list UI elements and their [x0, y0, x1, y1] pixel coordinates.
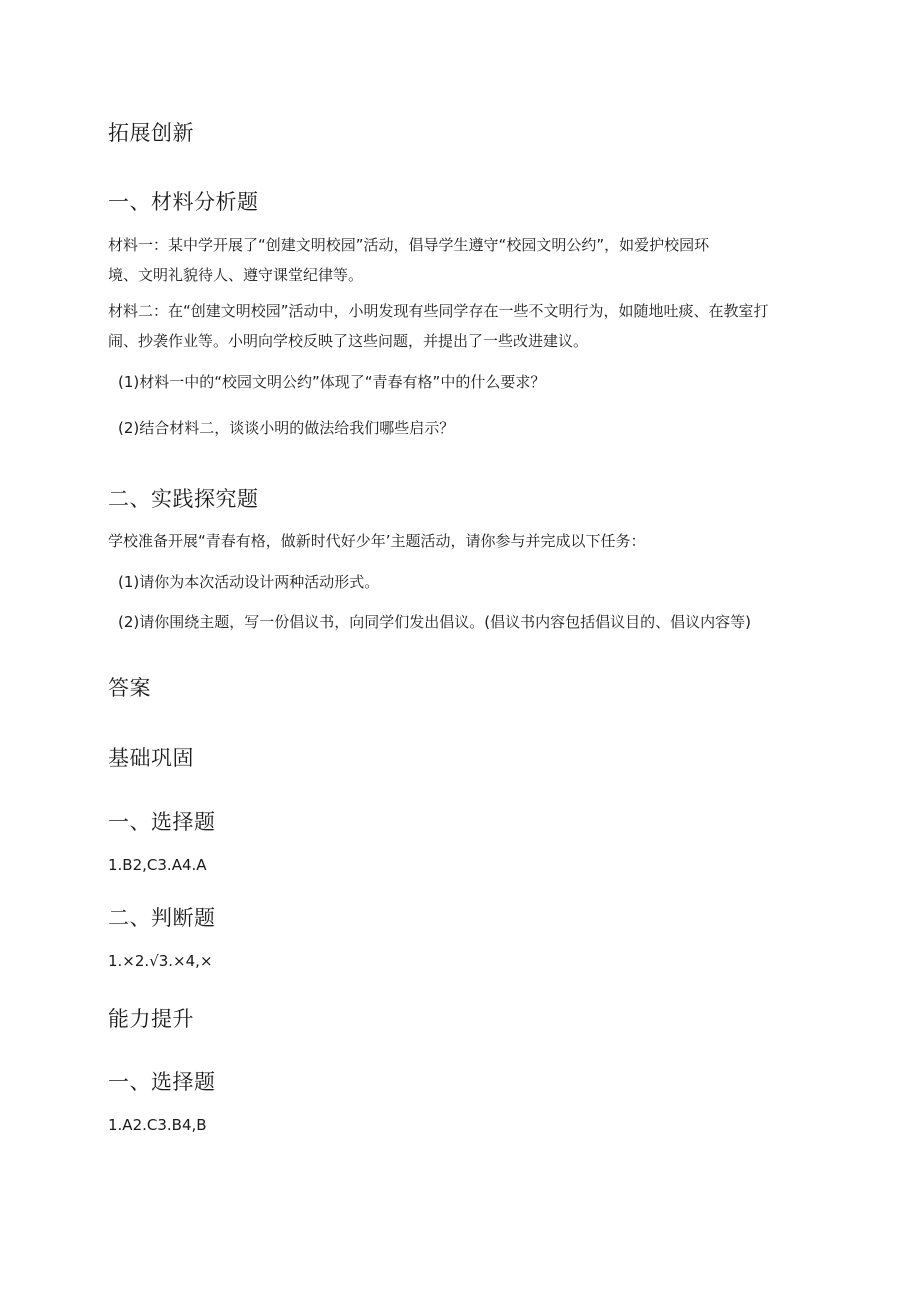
material1-line2: 境、文明礼貌待人、遵守课堂纪律等。	[108, 266, 364, 284]
basics-judge-answers: 1.×2.√3.×4,×	[108, 952, 213, 970]
ability-heading: 能力提升	[108, 1007, 194, 1031]
basics-judge-heading: 二、判断题	[108, 906, 216, 930]
ability-choice-answers: 1.A2.C3.B4,B	[108, 1116, 207, 1134]
material2-line1: 材料二：在“创建文明校园”活动中，小明发现有些同学存在一些不文明行为，如随地吐痰、在教室打	[108, 302, 769, 320]
material2-line2: 闹、抄袭作业等。小明向学校反映了这些问题，并提出了一些改进建议。	[108, 332, 589, 350]
basics-choice-heading: 一、选择题	[108, 810, 216, 834]
practice-question-2: (2)请你围绕主题，写一份倡议书，向同学们发出倡议。(倡议书内容包括倡议目的、倡议内容等)	[118, 613, 751, 631]
basics-heading: 基础巩固	[108, 746, 194, 770]
ability-choice-heading: 一、选择题	[108, 1070, 216, 1094]
material-question-2: (2)结合材料二，谈谈小明的做法给我们哪些启示？	[118, 419, 455, 437]
section-heading-extension: 拓展创新	[108, 121, 194, 145]
answers-heading: 答案	[108, 676, 151, 700]
material1-line1: 材料一：某中学开展了“创建文明校园”活动，倡导学生遵守“校园文明公约”，如爱护校园环	[108, 236, 710, 254]
practice-intro: 学校准备开展“青春有格，做新时代好少年’主题活动，请你参与并完成以下任务：	[108, 532, 646, 550]
practice-heading: 二、实践探究题	[108, 487, 259, 511]
material-analysis-heading: 一、材料分析题	[108, 190, 259, 214]
material-question-1: (1)材料一中的“校园文明公约”体现了“青春有格”中的什么要求？	[118, 373, 546, 391]
basics-choice-answers: 1.B2,C3.A4.A	[108, 856, 207, 874]
practice-question-1: (1)请你为本次活动设计两种活动形式。	[118, 573, 380, 591]
